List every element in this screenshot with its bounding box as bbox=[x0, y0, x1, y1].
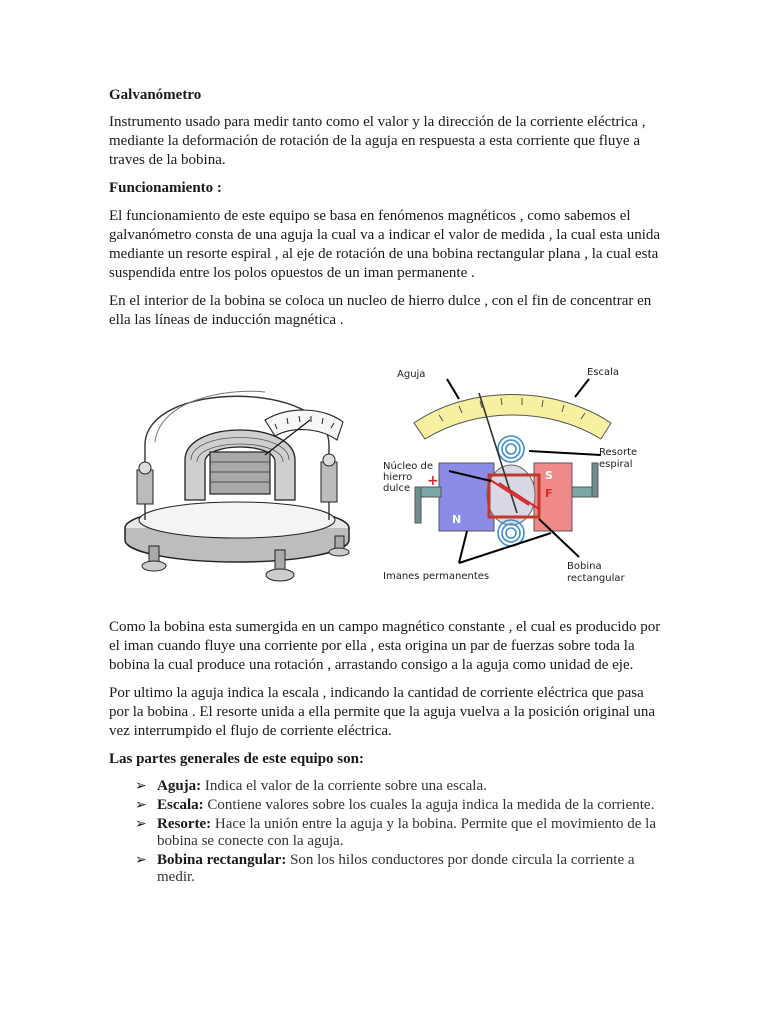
part-desc: Son los hilos conductores por donde circula la corriente a medir. bbox=[157, 852, 635, 885]
part-desc: Contiene valores sobre los cuales la aguja indica la medida de la corriente. bbox=[203, 797, 655, 813]
func-paragraph-2: En el interior de la bobina se coloca un nucleo de hierro dulce , con el fin de concentrar en ella las líneas de inducción magnética . bbox=[109, 293, 652, 328]
parts-heading: Las partes generales de este equipo son: bbox=[109, 751, 364, 767]
arrow-bullet-icon: ➢ bbox=[135, 852, 147, 868]
scale-arc bbox=[414, 395, 611, 440]
label-resorte-1: Resorte bbox=[599, 447, 638, 458]
list-item-escala bbox=[109, 797, 661, 814]
label-bobina-1: Bobina bbox=[567, 561, 602, 572]
arrow-bullet-icon: ➢ bbox=[135, 797, 147, 813]
galvanometer-diagram bbox=[379, 363, 641, 591]
label-escala: Escala bbox=[587, 367, 620, 378]
document-page bbox=[109, 86, 661, 888]
label-nucleo-3: dulce bbox=[383, 483, 411, 494]
label-nucleo-1: Núcleo de bbox=[383, 461, 434, 472]
list-item-bobina bbox=[109, 852, 661, 886]
after-paragraph-2: Por ultimo la aguja indica la escala , indicando la cantidad de corriente eléctrica que pasa por la bobina . El resorte unida a ella permite que la aguja vuelva a la posición original una vez interrumpido el flujo de corriente eléctrica. bbox=[109, 685, 656, 739]
section-heading-funcionamiento: Funcionamiento : bbox=[109, 180, 222, 196]
part-term: Escala: bbox=[157, 797, 204, 813]
plus-sign: + bbox=[427, 473, 439, 489]
part-term: Aguja: bbox=[157, 778, 202, 794]
figure-galvanometer bbox=[109, 340, 661, 610]
label-resorte-2: espiral bbox=[599, 459, 633, 470]
label-bobina-2: rectangular bbox=[567, 573, 625, 584]
pole-s-label: S bbox=[545, 469, 553, 482]
arrow-bullet-icon: ➢ bbox=[135, 816, 147, 832]
parts-list bbox=[109, 778, 661, 886]
after-paragraph-1: Como la bobina esta sumergida en un campo magnético constante , el cual es producido por el iman cuando fluye una corriente por ella , esta origina un par de fuerzas sobre toda la bobina la cual produce una rotación , arrastando consigo a la aguja como unidad de eje. bbox=[109, 619, 661, 673]
part-desc: Hace la unión entre la aguja y la bobina. Permite que el movimiento de la bobina se conecte con la aguja. bbox=[157, 816, 656, 849]
magnet-north bbox=[439, 463, 494, 531]
galvanometer-illustration bbox=[115, 350, 361, 602]
label-aguja: Aguja bbox=[397, 369, 426, 380]
label-imanes: Imanes permanentes bbox=[383, 571, 490, 582]
list-item-aguja bbox=[109, 778, 661, 795]
list-item-resorte bbox=[109, 816, 661, 850]
func-paragraph-1: El funcionamiento de este equipo se basa en fenómenos magnéticos , como sabemos el galvanómetro consta de una aguja la cual va a indicar el valor de medida , la cual esta unida mediante un resorte espiral , al eje de rotación de una bobina rectangular plana , la cual esta suspendida entre los polos opuestos de un iman permanente . bbox=[109, 208, 661, 281]
page-title: Galvanómetro bbox=[109, 87, 202, 103]
pole-n-label: N bbox=[452, 513, 462, 526]
spiral-spring-top bbox=[498, 436, 524, 462]
part-desc: Indica el valor de la corriente sobre una escala. bbox=[201, 778, 487, 794]
force-f-label: F bbox=[545, 487, 553, 500]
label-nucleo-2: hierro bbox=[383, 472, 413, 483]
arrow-bullet-icon: ➢ bbox=[135, 778, 147, 794]
part-term: Bobina rectangular: bbox=[157, 852, 287, 868]
intro-paragraph: Instrumento usado para medir tanto como el valor y la dirección de la corriente eléctrica , mediante la deformación de rotación de la aguja en respuesta a esta corriente que fluye a traves de la bobina. bbox=[109, 114, 646, 168]
part-term: Resorte: bbox=[157, 816, 212, 832]
